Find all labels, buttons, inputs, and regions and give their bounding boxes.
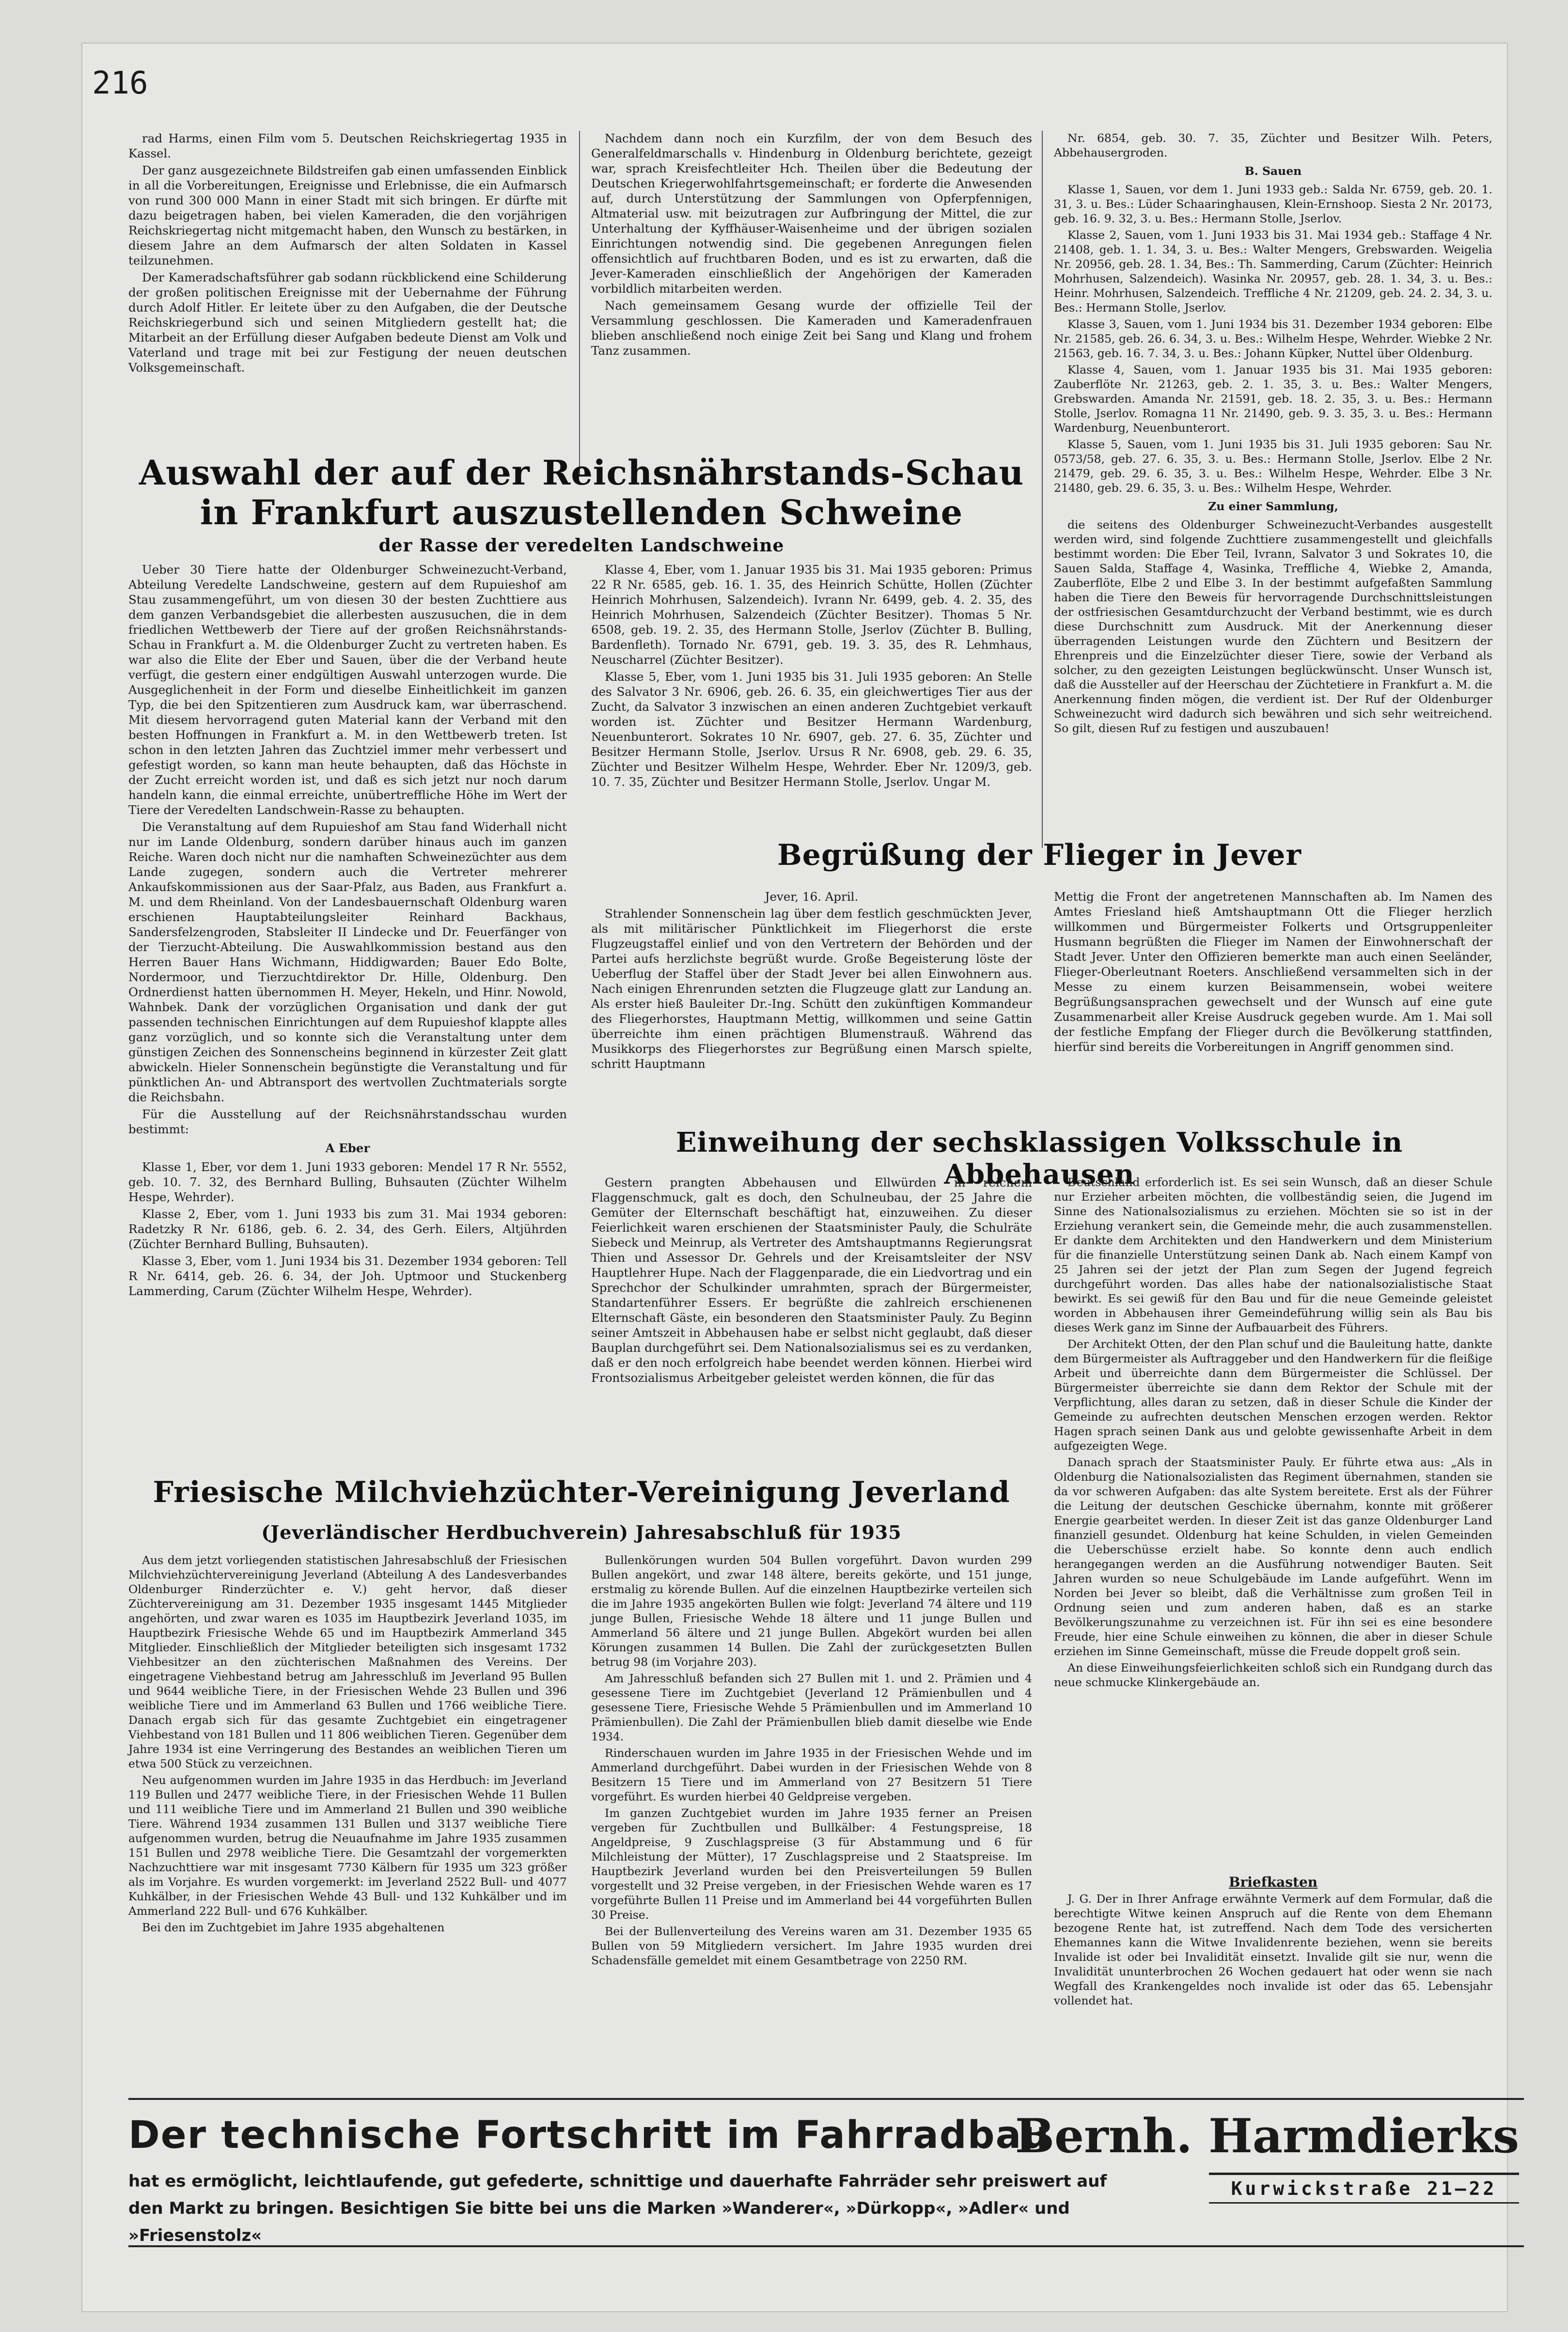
briefkasten-title: Briefkasten bbox=[1228, 1874, 1318, 1890]
article-schweine-col2 bbox=[591, 562, 1032, 791]
paragraph: Strahlender Sonnenschein lag über dem festlich geschmückten Jever, als mit militärischer Pünktlichkeit im Fliegerhorst die erste Flugzeugstaffel einlief und von den Vertretern der Behörden und der Partei aufs herzlichste begrüßt wurde. Große Begeisterung löste der Ueberflug der Staffel über der Stadt Jever bei allen Einwohnern aus. Nach einigen Ehrenrunden setzten die Flugzeuge glatt zur Landung an. Als erster hieß Bauleiter Dr.-Ing. Schütt den zukünftigen Kommandeur des Fliegerhorstes, Hauptmann Mettig, willkommen und seine Gattin überreichte ihm einen prächtigen Blumenstrauß. Während das Musikkorps des Fliegerhorstes zur Begrüßung einen Marsch spielte, schritt Hauptmann bbox=[591, 907, 1032, 1071]
paragraph: Klasse 3, Sauen, vom 1. Juni 1934 bis 31. Dezember 1934 geboren: Elbe Nr. 21585, geb. 26. 6. 34, 3. u. Bes.: Wilhelm Hespe, Wehrder. Wiebke 2 Nr. 21563, geb. 16. 7. 34, 3. u. Bes.: Johann Küpker, Nuttel über Oldenburg. bbox=[1054, 317, 1492, 360]
paragraph: Klasse 1, Sauen, vor dem 1. Juni 1933 geb.: Salda Nr. 6759, geb. 20. 1. 31, 3. u. Bes.: Lüder Schaaringhausen, Klein-Ernshoop. Siesta 2 Nr. 20173, geb. 16. 9. 32, 3. u. Bes.: Hermann Stolle, Jserlov. bbox=[1054, 183, 1492, 225]
paragraph: Deutschland erforderlich ist. Es sei sein Wunsch, daß an dieser Schule nur Erzieher arbeiten möchten, die vollbeständig seien, die Jugend im Sinne des Nationalsozialismus zu erziehen. Möchten sie so ist in der Erziehung verankert sein, die Gemeinde mehr, die auch zusammenstellen. Er dankte dem Architekten und den Handwerkern und dem Ministerium für die finanzielle Unterstützung seinen Dank ab. Nach einem Kampf von 25 Jahren sei der jetzt der Plan zum Segen der Jugend fegreich durchgeführt worden. Das alles habe der nationalsozialistische Staat bewirkt. Es sei gewiß für den Bau und für die neue Gemeinde geleistet worden in Abbehausen ihrer Gemeindeführung willig sein als Bau bis dieses Werk ganz im Sinne der Aufbauarbeit des Führers. bbox=[1054, 1175, 1492, 1334]
paragraph: Klasse 5, Sauen, vom 1. Juni 1935 bis 31. Juli 1935 geboren: Sau Nr. 0573/58, geb. 27. 6. 35, 3. u. Bes.: Hermann Stolle, Jserlov. Elbe 2 Nr. 21479, geb. 29. 6. 35, 3. u. Bes.: Wilhelm Hespe, Wehrder. Elbe 3 Nr. 21480, geb. 29. 6. 35, 3. u. Bes.: Wilhelm Hespe, Wehrder. bbox=[1054, 438, 1492, 495]
paragraph: Bei der Bullenverteilung des Vereins waren am 31. Dezember 1935 65 Bullen von 59 Mitgliedern versichert. Im Jahre 1935 wurden drei Schadensfälle gemeldet mit einem Gesamtbetrage von 2250 RM. bbox=[591, 1925, 1032, 1967]
headline-friesische: Friesische Milchviehzüchter-Vereinigung Jeverland bbox=[153, 1475, 1010, 1509]
paragraph: Gestern prangten Abbehausen und Ellwürden in reichem Flaggenschmuck, galt es doch, den Schulneubau, der 25 Jahre die Gemüter der Elternschaft beschäftigt hat, einzuweihen. Zu dieser Feierlichkeit waren erschienen der Staatsminister Pauly, die Schulräte Siebeck und Meinrup, als Vertreter des Amtshauptmanns Regierungsrat Thien und Assessor Dr. Gehrels und der Kreisamtsleiter der NSV Hauptlehrer Hupe. Nach der Flaggenparade, die ein Liedvortrag und ein Sprechchor der Schulkinder umrahmten, sprach der Bürgermeister, Standartenführer Essers. Er begrüßte die zahlreich erschienenen Elternschaft Gäste, ein besonderen den Staatsminister Pauly. Zu Beginn seiner Amtszeit in Abbehausen habe er selbst nicht geglaubt, daß dieser Bauplan durchgeführt sei. Dem Nationalsozialismus sei es zu verdanken, daß er den noch erfolgreich habe beendet werden können. Hierbei wird Frontsozialismus Arbeitgeber geleistet werden können, die für das bbox=[591, 1175, 1032, 1385]
ad-company: Bernh. Harmdierks bbox=[1015, 2109, 1519, 2163]
headline-flieger: Begrüßung der Flieger in Jever bbox=[777, 838, 1301, 872]
paragraph: Klasse 2, Eber, vom 1. Juni 1933 bis zum 31. Mai 1934 geboren: Radetzky R Nr. 6186, geb. 6. 2. 34, des Gerh. Eilers, Altjührden (Züchter Bernhard Bulling, Buhsauten). bbox=[128, 1207, 567, 1251]
paragraph: Die Veranstaltung auf dem Rupuieshof am Stau fand Widerhall nicht nur im Lande Oldenburg, sondern darüber hinaus auch im ganzen Reiche. Waren doch nicht nur die namhaften Schweinezüchter aus dem Lande zugegen, sondern auch die Vertreter mehrerer Ankaufskommissionen aus der Saar-Pfalz, aus Baden, aus Frankfurt a. M. und dem Rheinland. Von der Landesbauernschaft Oldenburg waren erschienen Hauptabteilungsleiter Reinhard Backhaus, Sandersfelzengroden, Stabsleiter II Lindecke und Dr. Feuerfänger von der Tierzucht-Abteilung. Die Auswahlkommission bestand aus den Herren Bauer Hans Wichmann, Hiddigwarden; Bauer Edo Bolte, Nordermoor, und Tierzuchtdirektor Dr. Hille, Oldenburg. Den Ordnerdienst hatten übernommen H. Meyer, Hekeln, und Hinr. Nowold, Wahnbek. Dank der vorzüglichen Organisation und dank der gut passenden technischen Einrichtungen auf dem Rupuieshof klappte alles ganz vorzüglich, und so konnte sich die Veranstaltung unter dem günstigen Zeichen des Sonnenscheins beginnend in kürzester Zeit glatt abwickeln. Hieler Sonnenschein begünstigte die Veranstaltung und für pünktlichen An- und Abtransport des wertvollen Zuchtmaterials sorgte die Reichsbahn. bbox=[128, 820, 567, 1104]
headline-schweine: Auswahl der auf der Reichsnährstands-Schau in Frankfurt auszustellenden Schweine bbox=[139, 453, 1024, 532]
ad-text: hat es ermöglicht, leichtlaufende, gut gefederte, schnittige und dauerhafte Fahrräder sehr preiswert auf den Markt zu bringen. Besichtigen Sie bitte bei uns die Marken »Wanderer«, »Dürkopp«, »Adler« und »Friesenstolz« bbox=[128, 2172, 1107, 2245]
advertisement-fahrrad bbox=[128, 2098, 1524, 2247]
paragraph: Nachdem dann noch ein Kurzfilm, der von dem Besuch des Generalfeldmarschalls v. Hindenburg in Oldenburg berichtete, gezeigt war, sprach Kreisfechtleiter Hch. Theilen über die Bedeutung der Deutschen Kriegerwohlfahrtsgemeinschaft; er forderte die Anwesenden auf, durch Unterstützung der Sammlungen von Opferpfennigen, Altmaterial usw. mit beizutragen zur Aufbringung der Mittel, die zur Unterhaltung der Kyffhäuser-Waisenheime und der übrigen sozialen Einrichtungen notwendig sind. Die gegebenen Anregungen fielen offensichtlich auf fruchtbaren Boden, und es ist zu erwarten, daß die Jever-Kameraden einschließlich der Angehörigen der Kameraden vorbildlich mitarbeiten werden. bbox=[591, 131, 1032, 296]
paragraph: die seitens des Oldenburger Schweinezucht-Verbandes ausgestellt werden wird, sind folgende Zuchttiere zusammengestellt und gleichfalls bestimmt worden: Die Eber Teil, Ivrann, Salvator 3 und Sokrates 10, die Sauen Salda, Staffage 4, Wasinka, Treffliche 4, Wiebke 2, Amanda, Zauberflöte, Elbe 2 und Elbe 3. In der bestimmt aufgefaßten Sammlung haben die Tiere den Beweis für hervorragende Durchschnittsleistungen der ostfriesischen Gesamtdurchzucht der Verband bestimmt, wie es durch diese Durchschnitt zum Ausdruck. Mit der Anerkennung dieser überragenden Leistungen wurde den Züchtern und Besitzern der Ehrenpreis und die Einzelzüchter dieser Tiere, sowie der Verband als solcher, zu den gezeigten Leistungen beglückwünscht. Unser Wunsch ist, daß die Aussteller auf der Heerschau der Züchtetiere in Frankfurt a. M. die Anerkennung finden mögen, die verdient ist. Der Ruf der Oldenburger Schweinezucht wird dadurch sich bewähren und sich sehr weitreichend. So gilt, diesen Ruf zu festigen und auszubauen! bbox=[1054, 518, 1492, 735]
paragraph: Im ganzen Zuchtgebiet wurden im Jahre 1935 ferner an Preisen vergeben für Zuchtbullen und Bullkälber: 4 Festungspreise, 18 Angeldpreise, 9 Zuschlagspreise (3 für Abstammung und 6 für Milchleistung der Mütter), 17 Zuschlagspreise und 2 Staatspreise. Im Hauptbezirk Jeverland wurden bei den Preisverteilungen 59 Bullen vorgestellt und 32 Preise vergeben, in der Friesischen Wehde waren es 17 vorgeführte Bullen 11 Preise und im Ammerland bei 44 vorgeführten Bullen 30 Preise. bbox=[591, 1806, 1032, 1922]
subheadline-schweine: der Rasse der veredelten Landschweine bbox=[378, 535, 784, 556]
paragraph: B. Sauen bbox=[1244, 164, 1302, 178]
article-kriegertag-col2 bbox=[591, 131, 1032, 360]
article-volksschule-col1 bbox=[591, 1175, 1032, 1387]
paragraph: Danach sprach der Staatsminister Pauly. Er führte etwa aus: „Als in Oldenburg die Nationalsozialisten das Regiment übernahmen, standen sie da vor schweren Aufgaben: das alte System bereitete. Erst als der Führer die Leitung der deutschen Geschicke übernahm, konnte mit größerer Energie gearbeitet werden. In dieser Zeit ist das ganze Oldenburger Land finanziell gesundet. Oldenburg hat keine Schulden, in vielen Gemeinden die Ueberschüsse erzielt habe. So konnte denn auch endlich herangegangen werden an die Ausführung notwendiger Bauten. Seit Jahren wurden so neue Schulgebäude im Lande aufgeführt. Wenn im Norden bei Jever so bleibt, daß die Verhältnisse zum großen Teil in Ordnung seien und zum anderen haben, daß es an starke Bevölkerungszunahme zu verzeichnen ist. Für ihn sei es eine besondere Freude, hier eine Schule einweihen zu können, die aber in dieser Schule erziehen im Sinne Gemeinschaft, müsse die Freude doppelt groß sein. bbox=[1054, 1456, 1492, 1658]
subheadline-friesische: (Jeverländischer Herdbuchverein) Jahresabschluß für 1935 bbox=[261, 1521, 902, 1543]
paragraph: Rinderschauen wurden im Jahre 1935 in der Friesischen Wehde und im Ammerland durchgeführt. Dabei wurden in der Friesischen Wehde von 8 Besitzern 15 Tiere und im Ammerland von 27 Besitzern 51 Tiere vorgeführt. Es wurden hierbei 40 Geldpreise vergeben. bbox=[591, 1746, 1032, 1803]
paragraph: Klasse 1, Eber, vor dem 1. Juni 1933 geboren: Mendel 17 R Nr. 5552, geb. 10. 7. 32, des Bernhard Bulling, Buhsauten (Züchter Wilhelm Hespe, Wehrder). bbox=[128, 1160, 567, 1204]
paragraph: Der Architekt Otten, der den Plan schuf und die Bauleitung hatte, dankte dem Bürgermeister als Auftraggeber und den Handwerkern für die fleißige Arbeit und überreichte dann dem Bürgermeister die Schlüssel. Der Bürgermeister überreichte sie dann dem Rektor der Schule mit der Verpflichtung, alles daran zu setzen, daß in dieser Schule die Kinder der Gemeinde zu aufrechten deutschen Menschen erzogen werden. Rektor Hagen sprach seinen Dank aus und gelobte gewissenhafte Arbeit in dem aufgezeigten Wege. bbox=[1054, 1337, 1492, 1453]
article-flieger-col2 bbox=[1054, 889, 1492, 1056]
article-flieger-col1 bbox=[591, 889, 1032, 1073]
paragraph: Mettig die Front der angetretenen Mannschaften ab. Im Namen des Amtes Friesland hieß Amtshauptmann Ott die Flieger herzlich willkommen und Bürgermeister Folkerts und Ortsgruppenleiter Husmann begrüßten die Flieger im Namen der Einwohnerschaft der Stadt Jever. Unter den Offizieren bemerkte man auch einen Seeländer, Flieger-Oberleutnant Roeters. Anschließend versammelten sich in der Messe zu einem kurzen Beisammensein, wobei weitere Begrüßungsansprachen gewechselt und der Wunsch auf eine gute Zusammenarbeit aller Kreise Ausdruck gegeben wurde. Am 1. Mai soll der festliche Empfang der Flieger durch die Bevölkerung stattfinden, hierfür sind bereits die Vorbereitungen in Angriff genommen sind. bbox=[1054, 890, 1492, 1054]
paragraph: Klasse 2, Sauen, vom 1. Juni 1933 bis 31. Mai 1934 geb.: Staffage 4 Nr. 21408, geb. 1. 1. 34, 3. u. Bes.: Walter Mengers, Grebswarden. Weigelia Nr. 20956, geb. 28. 1. 34, Bes.: Th. Sammerding, Carum (Züchter: Heinrich Mohrhusen, Salzendeich). Wasinka Nr. 20957, geb. 28. 1. 34, 3. u. Bes.: Heinr. Mohrhusen, Salzendeich. Treffliche 4 Nr. 21209, geb. 24. 2. 34, 3. u. Bes.: Hermann Stolle, Jserlov. bbox=[1054, 228, 1492, 314]
paragraph: Am Jahresschluß befanden sich 27 Bullen mit 1. und 2. Prämien und 4 gesessene Tiere im Zuchtgebiet (Jeverland 12 Prämienbullen und 4 gesessene Tiere, Friesische Wehde 5 Prämienbullen und im Ammerland 10 Prämienbullen). Die Zahl der Prämienbullen blieb damit dieselbe wie Ende 1934. bbox=[591, 1672, 1032, 1743]
paragraph: Klasse 4, Eber, vom 1. Januar 1935 bis 31. Mai 1935 geboren: Primus 22 R Nr. 6585, geb. 16. 1. 35, des Heinrich Schütte, Hollen (Züchter Heinrich Mohrhusen, Salzendeich). Ivrann Nr. 6499, geb. 4. 2. 35, des Heinrich Mohrhusen, Salzendeich (Züchter Besitzer). Thomas 5 Nr. 6508, geb. 19. 2. 35, des Hermann Stolle, Jserlov (Züchter B. Bulling, Bardenfleth). Tornado Nr. 6791, geb. 19. 3. 35, des R. Lehmhaus, Neuscharrel (Züchter Besitzer). bbox=[591, 563, 1032, 667]
article-schweine-col1 bbox=[128, 562, 567, 1300]
paragraph: Neu aufgenommen wurden im Jahre 1935 in das Herdbuch: im Jeverland 119 Bullen und 2477 weibliche Tiere, in der Friesischen Wehde 11 Bullen und 111 weibliche Tiere und im Ammerland 21 Bullen und 390 weibliche Tiere. Während 1934 zusammen 131 Bullen und 3137 weibliche Tiere aufgenommen wurden, betrug die Neuaufnahme im Jahre 1935 zusammen 151 Bullen und 2978 weibliche Tiere. Die Gesamtzahl der vorgemerkten Nachzuchttiere war mit insgesamt 7730 Kälbern für 1935 um 323 größer als im Vorjahre. Es wurden vorgemerkt: im Jeverland 2522 Bull- und 4077 Kuhkälber, in der Friesischen Wehde 43 Bull- und 132 Kuhkälber und im Ammerland 222 Bull- und 676 Kuhkälber. bbox=[128, 1773, 567, 1918]
paragraph: Klasse 3, Eber, vom 1. Juni 1934 bis 31. Dezember 1934 geboren: Tell R Nr. 6414, geb. 26. 6. 34, der Joh. Uptmoor und Stuckenberg Lammerding, Carum (Züchter Wilhelm Hespe, Wehrder). bbox=[128, 1254, 567, 1298]
paragraph: Klasse 5, Eber, vom 1. Juni 1935 bis 31. Juli 1935 geboren: An Stelle des Salvator 3 Nr. 6906, geb. 26. 6. 35, ein gleichwertiges Tier aus der Zucht, da Salvator 3 inzwischen an einen anderen Zuchtgebiet verkauft worden ist. Züchter und Besitzer Hermann Wardenburg, Neuenbunterort. Sokrates 10 Nr. 6907, geb. 27. 6. 35, Züchter und Besitzer Hermann Stolle, Jserlov. Ursus R Nr. 6908, geb. 29. 6. 35, Züchter und Besitzer Wilhelm Hespe, Wehrder. Eber Nr. 1209/3, geb. 10. 7. 35, Züchter und Besitzer Hermann Stolle, Jserlov. Ungar M. bbox=[591, 670, 1032, 789]
paragraph: Nach gemeinsamem Gesang wurde der offizielle Teil der Versammlung geschlossen. Die Kameraden und Kameradenfrauen blieben anschließend noch einige Zeit bei Sang und Klang und frohem Tanz zusammen. bbox=[591, 298, 1032, 358]
paragraph: rad Harms, einen Film vom 5. Deutschen Reichskriegertag 1935 in Kassel. bbox=[128, 131, 567, 160]
paragraph: Für die Ausstellung auf der Reichsnährstandsschau wurden bestimmt: bbox=[128, 1107, 567, 1136]
briefkasten bbox=[1054, 1870, 1492, 2010]
briefkasten-text: J. G. Der in Ihrer Anfrage erwähnte Vermerk auf dem Formular, daß die berechtigte Witwe keinen Anspruch auf die Rente von dem Ehemann bezogene Rente hat, ist zutreffend. Nach dem Tode des versicherten Ehemannes kann die Witwe Invalidenrente beziehen, wenn sie bereits Invalide ist oder bei Invalidität einsetzt. Invalide gilt sie nur, wenn die Invalidität ununterbrochen 26 Wochen gedauert hat oder wenn sie nach Wegfall des Krankengeldes noch invalide ist oder das 65. Lebensjahr vollendet hat. bbox=[1054, 1892, 1492, 2007]
article-sauen-col3 bbox=[1054, 131, 1492, 737]
article-kriegertag-col1 bbox=[128, 131, 567, 377]
ad-title: Der technische Fortschritt im Fahrradbau bbox=[128, 2113, 1050, 2157]
ad-address: Kurwickstraße 21—22 bbox=[1209, 2173, 1519, 2204]
page-number: 216 bbox=[92, 65, 148, 101]
paragraph: Zu einer Sammlung, bbox=[1208, 500, 1338, 513]
paragraph: Ueber 30 Tiere hatte der Oldenburger Schweinezucht-Verband, Abteilung Veredelte Landschweine, gestern auf dem Rupuieshof am Stau zusammengeführt, um von diesen 30 der besten Zuchttiere aus dem ganzen Verbandsgebiet die allerbesten auszusuchen, die in dem friedlichen Wettbewerb der Tiere auf der großen Reichsnährstands-Schau in Frankfurt a. M. die Oldenburger Zucht zu vertreten haben. Es war also die Elite der Eber und Sauen, über die der Verband heute verfügt, die gestern einer endgültigen Auswahl unterzogen wurde. Die Ausgeglichenheit in der Form und dieselbe Einheitlichkeit im ganzen Typ, die bei den Spitzentieren zum Ausdruck kam, war überraschend. Mit diesem hervorragend guten Material kann der Verband mit den besten Hoffnungen in Frankfurt a. M. in den Wettbewerb treten. Ist schon in den letzten Jahren das Zuchtziel immer mehr verbessert und gefestigt worden, so kann man heute behaupten, daß das Höchste in der Zucht erreicht worden ist, und daß es sich jetzt nur noch darum handeln kann, die einmal erreichte, unübertreffliche Höhe im Wert der Tiere der Veredelten Landschwein-Rasse zu behaupten. bbox=[128, 563, 567, 817]
paragraph: Klasse 4, Sauen, vom 1. Januar 1935 bis 31. Mai 1935 geboren: Zauberflöte Nr. 21263, geb. 2. 1. 35, 3. u. Bes.: Walter Mengers, Grebswarden. Amanda Nr. 21591, geb. 18. 2. 35, 3. u. Bes.: Hermann Stolle, Jserlov. Romagna 11 Nr. 21490, geb. 9. 3. 35, 3. u. Bes.: Hermann Wardenburg, Neuenbunterort. bbox=[1054, 363, 1492, 435]
dateline: Jever, 16. April. bbox=[765, 890, 859, 904]
paragraph: Bei den im Zuchtgebiet im Jahre 1935 abgehaltenen bbox=[142, 1921, 445, 1934]
paragraph: Der Kameradschaftsführer gab sodann rückblickend eine Schilderung der großen politischen Ereignisse mit der Uebernahme der Führung durch Adolf Hitler. Er leitete über zu den Aufgaben, die der Deutsche Reichskriegerbund sich und seinen Mitgliedern gestellt hat; die Mitarbeit an der Erfüllung dieser Aufgaben bedeute Dienst am Volk und Vaterland und trage mit bei zur Festigung der neuen deutschen Volksgemeinschaft. bbox=[128, 270, 567, 375]
paragraph: Bullenkörungen wurden 504 Bullen vorgeführt. Davon wurden 299 Bullen angekört, und zwar 148 ältere, bereits gekörte, und 151 junge, erstmalig zu körende Bullen. Auf die einzelnen Hauptbezirke verteilen sich die im Jahre 1935 angekörten Bullen wie folgt: Jeverland 74 ältere und 119 junge Bullen, Friesische Wehde 18 ältere und 11 junge Bullen und Ammerland 56 ältere und 21 junge Bullen. Abgekört wurden bei allen Körungen zusammen 14 Bullen. Die Zahl der zurückgesetzten Bullen betrug 98 (im Vorjahre 203). bbox=[591, 1553, 1032, 1669]
column-rule bbox=[579, 131, 580, 475]
paragraph: Der ganz ausgezeichnete Bildstreifen gab einen umfassenden Einblick in all die Vorbereitungen, Ereignisse und Erlebnisse, die ein Aufmarsch von rund 300 000 Mann in einer Stadt mit sich bringen. Er dürfte mit dazu beigetragen haben, bei vielen Kameraden, die den vorjährigen Reichskriegertag nicht mitgemacht haben, den Wunsch zu bestärken, in diesem Jahre an dem Aufmarsch der alten Soldaten in Kassel teilzunehmen. bbox=[128, 163, 567, 267]
headline-volksschule: Einweihung der sechsklassigen Volksschule in Abbehausen bbox=[675, 1127, 1403, 1190]
column-rule bbox=[1042, 131, 1043, 848]
paragraph: An diese Einweihungsfeierlichkeiten schloß sich ein Rundgang durch das neue schmucke Klinkergebäude an. bbox=[1054, 1661, 1492, 1689]
paragraph: Aus dem jetzt vorliegenden statistischen Jahresabschluß der Friesischen Milchviehzüchtervereinigung Jeverland (Abteilung A des Landesverbandes Oldenburger Rinderzüchter e. V.) geht hervor, daß dieser Züchtervereinigung am 31. Dezember 1935 insgesamt 1445 Mitglieder angehörten, und zwar waren es 1035 im Hauptbezirk Jeverland 1035, im Hauptbezirk Friesische Wehde 65 und im Hauptbezirk Ammerland 345 Mitglieder. Einschließlich der Mitglieder beteiligten sich insgesamt 1732 Viehbesitzer an den züchterischen Maßnahmen des Vereins. Der eingetragene Viehbestand betrug am Jahresschluß im Jeverland 95 Bullen und 9644 weibliche Tiere, in der Friesischen Wehde 23 Bullen und 396 weibliche Tiere und im Ammerland 63 Bullen und 1766 weibliche Tiere. Danach ergab sich für das gesamte Zuchtgebiet ein eingetragener Viehbestand von 181 Bullen und 11 806 weiblichen Tieren. Gegenüber dem Jahre 1934 ist eine Verringerung des Bestandes an weiblichen Tieren um etwa 500 Stück zu verzeichnen. bbox=[128, 1553, 567, 1770]
article-volksschule-col2 bbox=[1054, 1175, 1492, 1691]
article-friesische-col1 bbox=[128, 1553, 567, 1937]
paragraph: Nr. 6854, geb. 30. 7. 35, Züchter und Besitzer Wilh. Peters, Abbehausergroden. bbox=[1054, 131, 1492, 159]
article-friesische-col2 bbox=[591, 1553, 1032, 1970]
paragraph: A Eber bbox=[325, 1141, 370, 1155]
